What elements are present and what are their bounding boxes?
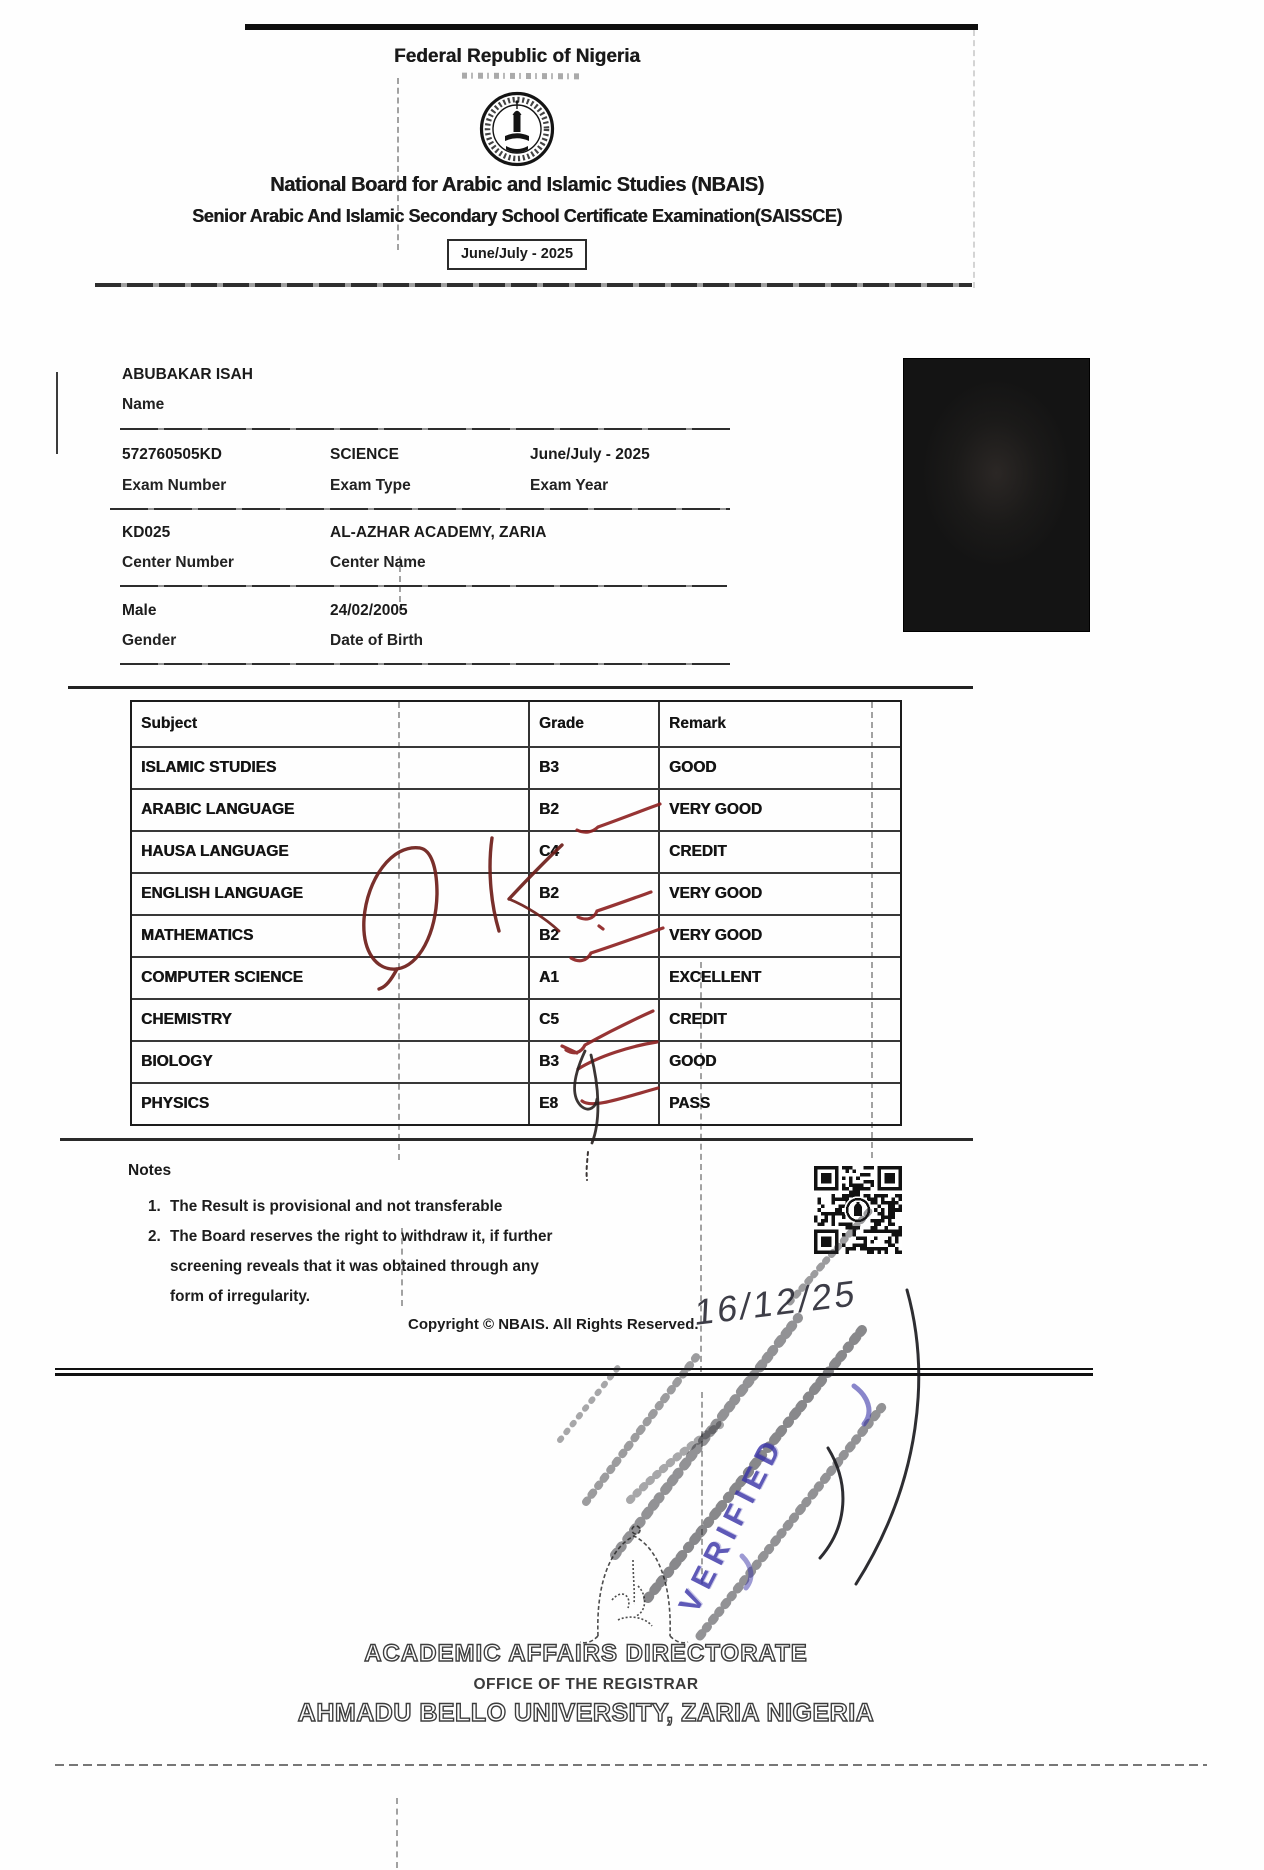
remark-cell: VERY GOOD [669,927,763,944]
candidate-name-label: Name [122,396,165,413]
note-text: The Board reserves the right to withdraw it, if further screening reveals that it was obtained through any form of irregularity. [170,1228,553,1305]
field-underline [110,508,730,510]
note-item [148,1192,588,1222]
grade-cell: B2 [530,790,660,830]
exam-title: Senior Arabic And Islamic Secondary School Certificate Examination(SAISSCE) [192,206,842,226]
handwritten-date: 16/12/25 [693,1271,859,1334]
top-border-line [245,24,978,30]
subject-cell: BIOLOGY [132,1042,530,1082]
session-box: June/July - 2025 [447,239,587,270]
university-stamp-text: AHMADU BELLO UNIVERSITY, ZARIA NIGERIA [297,1699,875,1727]
table-header-row [132,702,900,746]
remark-cell: EXCELLENT [669,969,762,986]
grade-cell: C4 [530,832,660,872]
remark-cell: PASS [669,1095,711,1112]
header-divider-line [95,283,972,287]
center-number-label: Center Number [122,554,234,571]
exam-year-value: June/July - 2025 [530,446,650,463]
candidate-photo [903,358,1090,632]
remark-cell: GOOD [669,759,717,776]
verified-stamp-text: VERIFIED [672,1430,791,1619]
results-table [130,700,902,1126]
remark-cell: CREDIT [669,843,727,860]
note-number: 1. [148,1198,161,1215]
table-row [132,1082,900,1124]
remark-cell: VERY GOOD [669,885,763,902]
col-header-remark: Remark [669,715,726,732]
exam-type-label: Exam Type [330,477,411,494]
subject-cell: MATHEMATICS [132,916,530,956]
scan-artifact-line [56,372,58,454]
section-divider-line [68,686,973,689]
subject-cell: HAUSA LANGUAGE [132,832,530,872]
grade-cell: A1 [530,958,660,998]
table-row [132,998,900,1040]
subject-cell: ARABIC LANGUAGE [132,790,530,830]
notes-list [148,1192,588,1312]
nbais-seal-logo [478,90,556,168]
field-underline [120,428,730,430]
exam-number-label: Exam Number [122,477,227,494]
col-header-grade: Grade [530,702,660,746]
date-of-birth-label: Date of Birth [330,632,423,649]
center-name-value: AL-AZHAR ACADEMY, ZARIA [330,524,547,541]
grade-cell: B3 [530,748,660,788]
center-number-value: KD025 [122,524,171,541]
exam-year-label: Exam Year [530,477,609,494]
remark-cell: CREDIT [669,1011,727,1028]
gender-value: Male [122,602,157,619]
scan-artifact-line [396,1798,398,1868]
note-text: The Result is provisional and not transferable [170,1198,503,1215]
subject-cell: COMPUTER SCIENCE [132,958,530,998]
date-of-birth-value: 24/02/2005 [330,602,408,619]
field-underline [120,663,730,665]
grade-cell: C5 [530,1000,660,1040]
arabic-scribble-decoration [462,73,580,80]
note-item [148,1222,588,1312]
scan-artifact-line [973,30,975,288]
table-row [132,1040,900,1082]
grade-cell: B3 [530,1042,660,1082]
grade-cell: B2 [530,874,660,914]
exam-type-value: SCIENCE [330,446,399,463]
field-underline [120,585,727,587]
content-bottom-border [55,1368,1093,1376]
country-title: Federal Republic of Nigeria [394,46,640,67]
grade-cell: B2 [530,916,660,956]
subject-cell: CHEMISTRY [132,1000,530,1040]
copyright-text: Copyright © NBAIS. All Rights Reserved. [408,1316,699,1333]
center-name-label: Center Name [330,554,426,571]
note-number: 2. [148,1228,161,1245]
table-row [132,746,900,788]
table-row [132,956,900,998]
subject-cell: PHYSICS [132,1084,530,1124]
gender-label: Gender [122,632,177,649]
grade-cell: E8 [530,1084,660,1124]
subject-cell: ENGLISH LANGUAGE [132,874,530,914]
table-bottom-divider [60,1138,973,1141]
table-row [132,914,900,956]
registrar-office-text: OFFICE OF THE REGISTRAR [473,1676,699,1693]
board-title: National Board for Arabic and Islamic Studies (NBAIS) [270,174,764,196]
directorate-stamp-text: ACADEMIC AFFAIRS DIRECTORATE [364,1640,808,1667]
table-row [132,788,900,830]
candidate-name-value: ABUBAKAR ISAH [122,366,253,383]
bottom-dashed-line [55,1764,1207,1766]
subject-cell: ISLAMIC STUDIES [132,748,530,788]
remark-cell: GOOD [669,1053,717,1070]
remark-cell: VERY GOOD [669,801,763,818]
abu-dome-seal [580,1526,688,1643]
exam-number-value: 572760505KD [122,446,222,463]
session-box-wrap [137,239,897,270]
notes-title: Notes [128,1162,172,1179]
table-row [132,830,900,872]
verification-qr-code [814,1166,902,1254]
col-header-subject: Subject [132,702,530,746]
table-row [132,872,900,914]
